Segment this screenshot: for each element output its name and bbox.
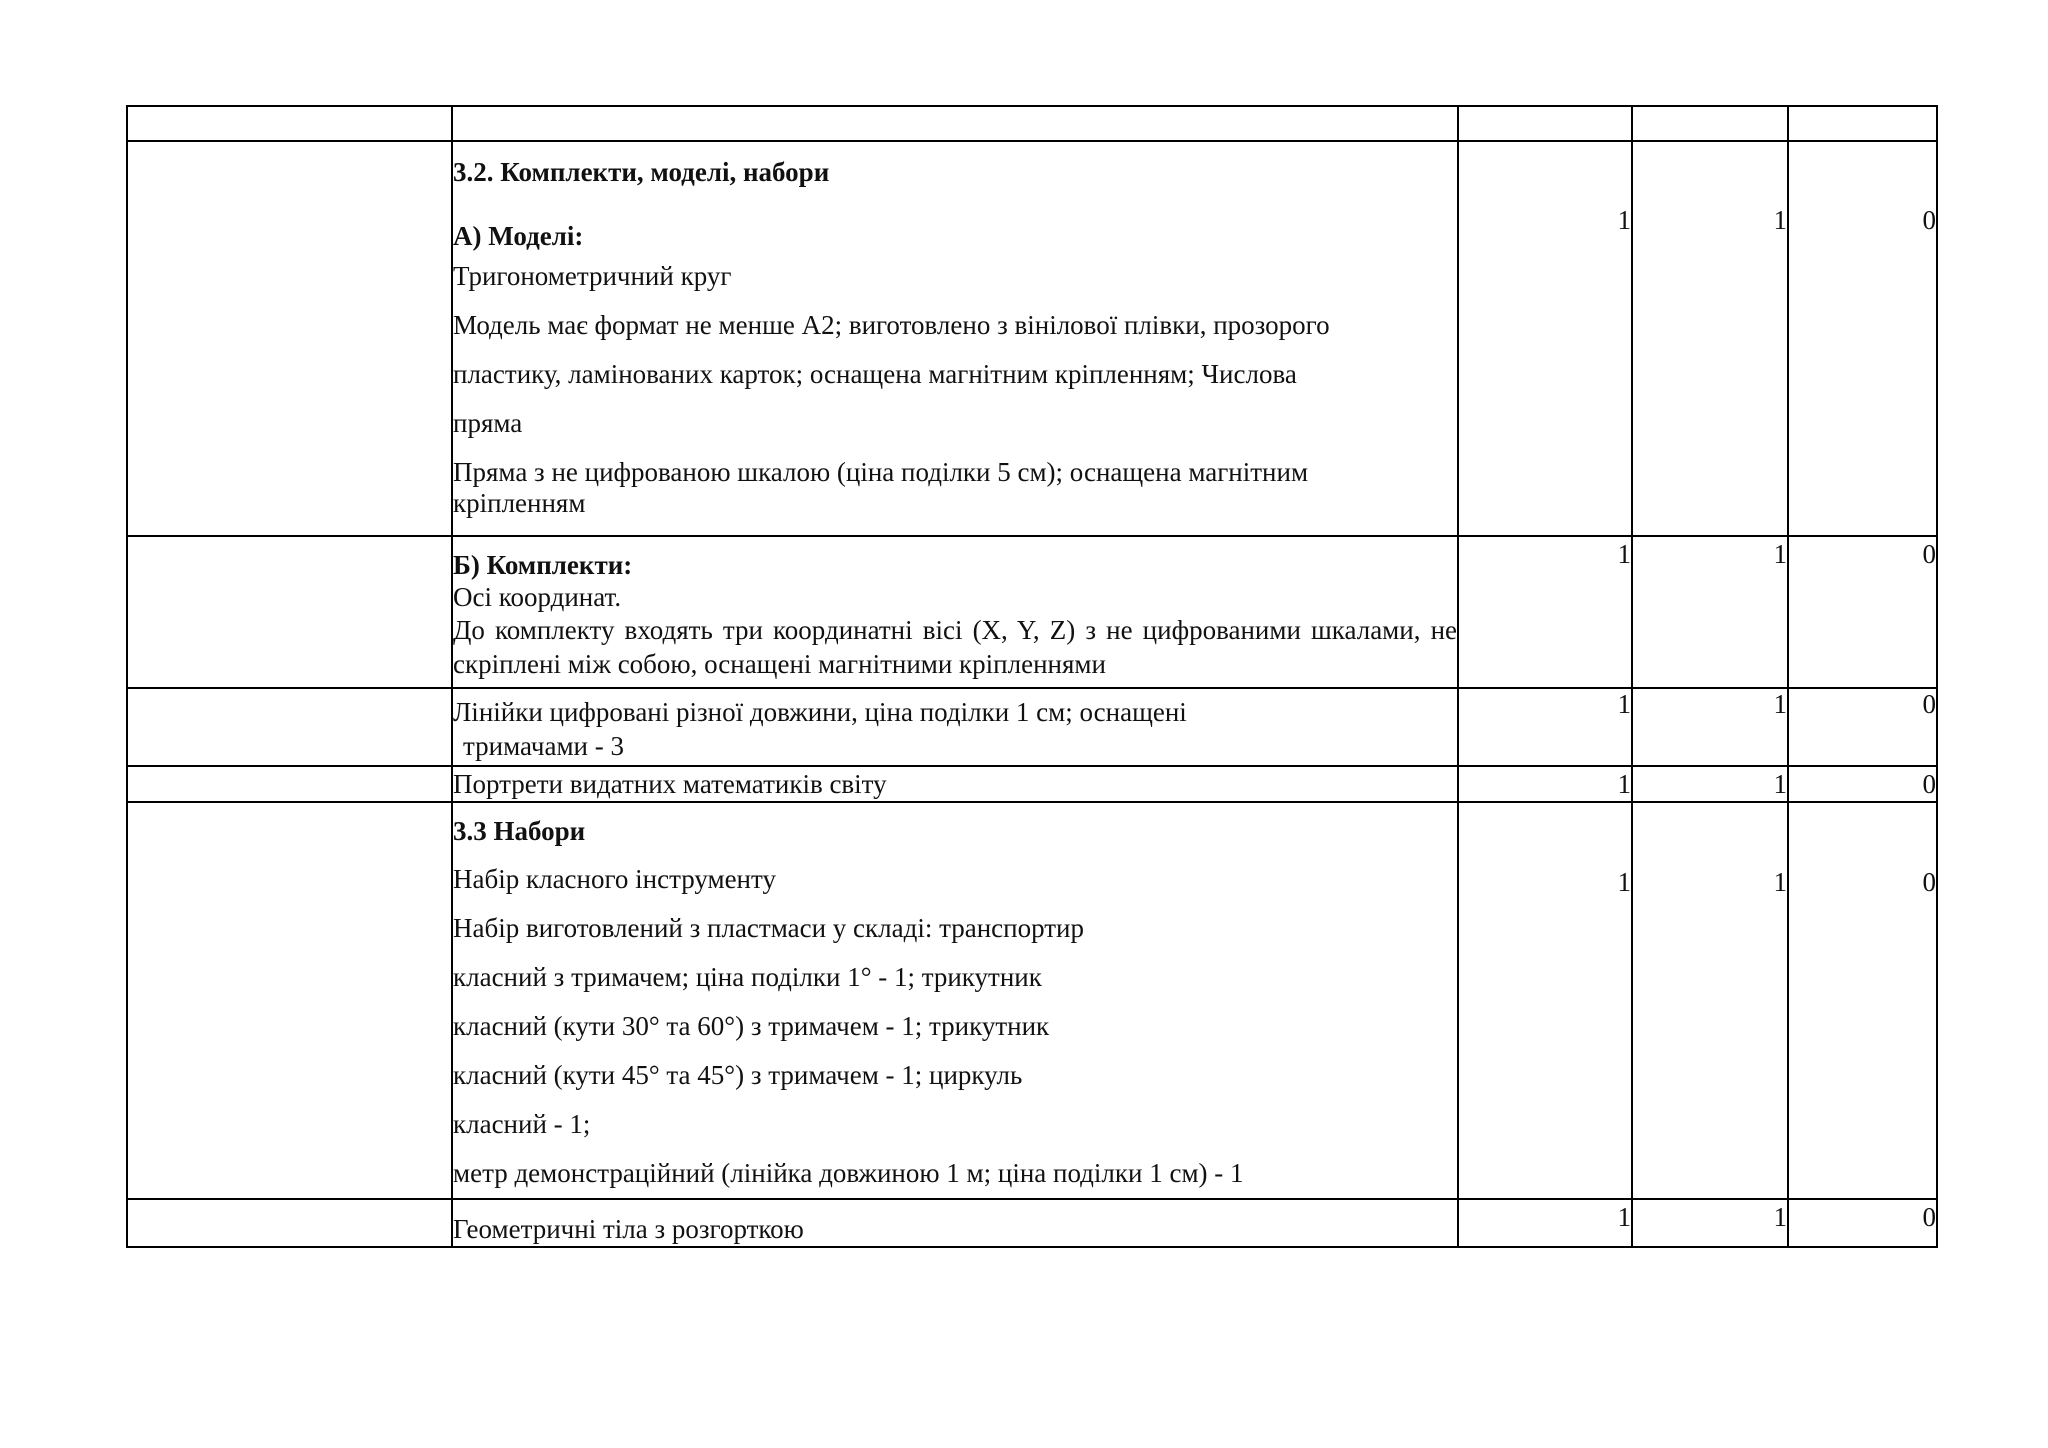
table-row-instruments [127,802,1937,1199]
item-title: Портрети видатних математиків світу [453,769,887,799]
solids-description-cell [452,1199,1458,1247]
portraits-description-cell [452,766,1458,802]
instruments-description-cell [452,802,1458,1199]
quantity-value: 1 [1773,1202,1787,1232]
item-description-line: пряма [453,408,523,438]
item-title: Тригонометричний круг [453,261,732,291]
quantity-value: 0 [1922,867,1936,897]
item-description: До комплекту входять три координатні вісі (X, Y, Z) з не цифрованими шкалами, не скріплені між собою, оснащені магнітними кріпленнями [453,615,1457,679]
rulers-description-cell [452,688,1458,766]
quantity-cell [1788,536,1937,688]
table-row-sets [127,536,1937,688]
quantity-cell [1458,766,1632,802]
quantity-value: 1 [1617,1202,1631,1232]
quantity-cell [1458,141,1632,536]
quantity-value: 1 [1617,539,1631,569]
table-row-portraits [127,766,1937,802]
quantity-value: 1 [1617,867,1631,897]
quantity-value: 0 [1922,769,1936,799]
item-description-line: Набір виготовлений з пластмаси у складі: транспортир [453,913,1084,943]
section-title: 3.2. Комплекти, моделі, набори [453,157,830,187]
quantity-value: 1 [1617,689,1631,719]
item-title: Осі координат. [453,582,622,612]
table-cell [127,766,452,802]
quantity-cell [1632,766,1788,802]
table-row-models [127,141,1937,536]
quantity-cell [1458,536,1632,688]
table-cell [127,802,452,1199]
table-cell [127,106,452,141]
table-cell [127,536,452,688]
quantity-value: 1 [1617,205,1631,235]
quantity-value: 0 [1922,1202,1936,1232]
quantity-cell [1788,802,1937,1199]
subsection-title: Б) Комплекти: [453,550,633,580]
quantity-value: 1 [1617,769,1631,799]
quantity-cell [1458,1199,1632,1247]
quantity-value: 0 [1922,539,1936,569]
quantity-value: 1 [1773,205,1787,235]
quantity-cell [1458,688,1632,766]
quantity-value: 1 [1773,539,1787,569]
item-description-line: класний з тримачем; ціна поділки 1° - 1; трикутник [453,962,1042,992]
item-description-line: пластику, ламінованих карток; оснащена магнітним кріпленням; Числова [453,359,1297,389]
table-row-empty [127,106,1937,141]
quantity-cell [1632,536,1788,688]
table-cell [1458,106,1632,141]
quantity-cell [1788,688,1937,766]
table-cell [127,1199,452,1247]
item-description-line: метр демонстраційний (лінійка довжиною 1 м; ціна поділки 1 см) - 1 [453,1158,1244,1188]
section-title: 3.3 Набори [453,816,586,846]
item-title: Набір класного інструменту [453,864,776,894]
table-cell [127,141,452,536]
quantity-value: 1 [1773,867,1787,897]
quantity-cell [1632,688,1788,766]
item-description-line: класний - 1; [453,1109,591,1139]
quantity-cell [1632,1199,1788,1247]
quantity-cell [1632,802,1788,1199]
quantity-value: 1 [1773,689,1787,719]
quantity-value: 1 [1773,769,1787,799]
item-description-line: кріпленням [453,488,586,518]
table-cell [1788,106,1937,141]
table-cell [452,106,1458,141]
table-cell [1632,106,1788,141]
table-row-solids [127,1199,1937,1247]
item-description-line: класний (кути 30° та 60°) з тримачем - 1; трикутник [453,1011,1050,1041]
item-description-line: Лінійки цифровані різної довжини, ціна поділки 1 см; оснащені [453,697,1187,727]
sets-description-cell [452,536,1458,688]
quantity-cell [1632,141,1788,536]
quantity-cell [1788,1199,1937,1247]
quantity-value: 0 [1922,205,1936,235]
item-description-line: Пряма з не цифрованою шкалою (ціна поділки 5 см); оснащена магнітним [453,457,1309,487]
item-description-line: Модель має формат не менше А2; виготовлено з вінілової плівки, прозорого [453,310,1330,340]
quantity-cell [1788,141,1937,536]
item-title: Геометричні тіла з розгорткою [453,1214,804,1244]
table-row-rulers [127,688,1937,766]
item-description-line: тримачами - 3 [463,731,624,761]
equipment-table [126,105,1938,1248]
quantity-value: 0 [1922,689,1936,719]
table-cell [127,688,452,766]
quantity-cell [1458,802,1632,1199]
quantity-cell [1788,766,1937,802]
item-description-line: класний (кути 45° та 45°) з тримачем - 1; циркуль [453,1060,1023,1090]
subsection-title: А) Моделі: [453,221,584,251]
models-description-cell [452,141,1458,536]
